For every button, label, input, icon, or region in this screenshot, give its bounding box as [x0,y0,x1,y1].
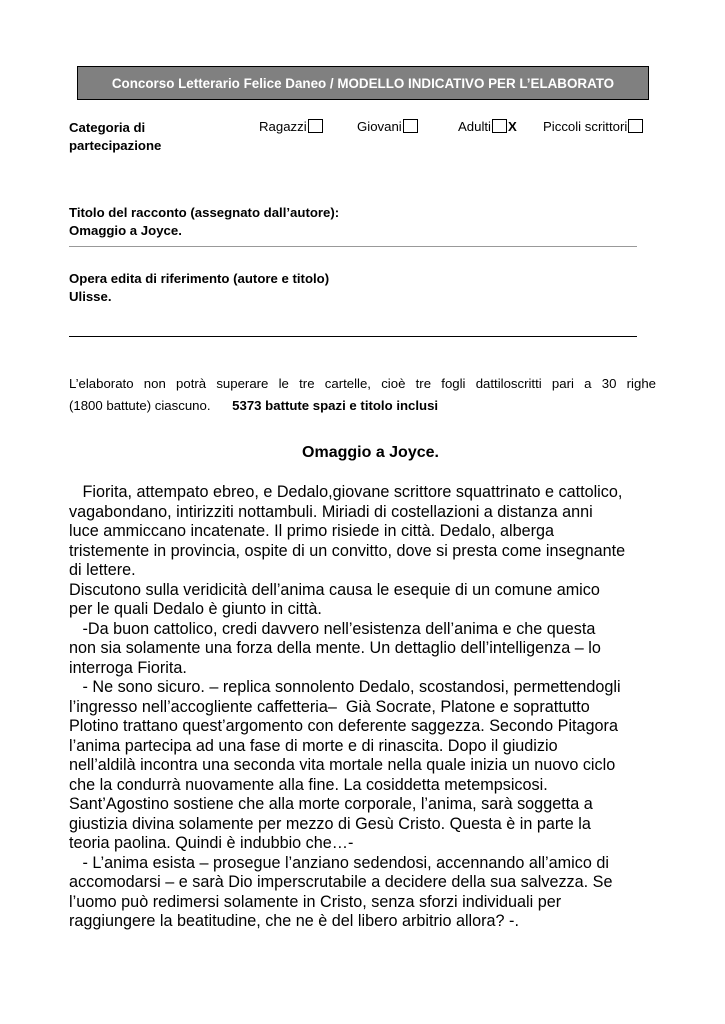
story-line: vagabondano, intirizziti nottambuli. Miriadi di costellazioni a distanza anni [69,502,593,521]
story-line: - Ne sono sicuro. – replica sonnolento Dedalo, scostandosi, permettendogli [69,678,621,696]
category-option-adulti[interactable] [458,119,517,134]
story-line: - L’anima esista – prosegue l’anziano sedendosi, accennando all’amico di [69,853,609,872]
story-line: Sant’Agostino sostiene che alla morte corporale, l’anima, sarà soggetta a [69,795,593,813]
story-line: accomodarsi – e sarà Dio imperscrutabile a decidere della sua salvezza. Se [69,873,613,891]
note-line-1: L’elaborato non potrà superare le tre cartelle, cioè tre fogli dattiloscritti pari a 30 righe [69,376,656,391]
story-line: giustizia divina solamente per mezzo di Gesù Cristo. Questa è in parte la [69,814,591,833]
story-line: nell’aldilà incontra una seconda vita mortale nella quale inizia un nuovo ciclo [69,756,616,774]
title-field-value: Omaggio a Joyce. [69,222,182,238]
note-text: (1800 battute) ciascuno. [69,398,211,413]
story-line: Discutono sulla veridicità dell’anima causa le esequie di un comune amico [69,580,600,599]
character-count: 5373 battute spazi e titolo inclusi [232,398,439,413]
story-line: interroga Fiorita. [69,658,187,677]
story-line: l’uomo può redimersi solamente in Cristo, senza sforzi individuali per [69,892,562,911]
option-label: Giovani [357,119,402,134]
story-line: non sia solamente una forza della mente. Un dettaglio dell’intelligenza – lo [69,639,601,657]
checkbox-piccoli-scrittori[interactable] [628,119,643,133]
option-label: Piccoli scrittori [543,119,628,134]
story-line: l’ingresso nell’accogliente caffetteria– Già Socrate, Platone e soprattutto [69,697,590,716]
checkbox-ragazzi[interactable] [308,119,323,133]
form-header-title: Concorso Letterario Felice Daneo / MODELLO INDICATIVO PER L’ELABORATO [111,75,615,91]
option-label: Ragazzi [259,119,307,134]
story-body [69,483,669,932]
story-line: Plotino trattano quest’argomento con deferente saggezza. Secondo Pitagora [69,717,618,735]
story-line: che la condurrà nuovamente alla fine. La cosiddetta metempsicosi. [69,775,548,794]
story-line: Fiorita, attempato ebreo, e Dedalo,giovane scrittore squattrinato e cattolico, [69,483,623,501]
selected-mark: X [508,119,517,134]
option-label: Adulti [458,119,491,134]
form-header [77,66,649,100]
story-line: luce ammiccano incatenate. Il primo risiede in città. Dedalo, alberga [69,522,554,540]
work-field-value: Ulisse. [69,288,112,304]
story-line: -Da buon cattolico, credi davvero nell’esistenza dell’anima e che questa [69,619,596,638]
checkbox-adulti[interactable] [492,119,507,133]
note-line-2 [69,398,438,414]
category-option-giovani[interactable] [357,119,418,134]
story-line: teoria paolina. Quindi è indubbio che…- [69,834,354,852]
story-line: di lettere. [69,561,136,579]
category-option-ragazzi[interactable] [259,119,323,134]
divider [69,336,637,337]
divider [69,246,637,247]
story-line: raggiungere la beatitudine, che ne è del libero arbitrio allora? -. [69,912,519,930]
work-field [69,270,329,305]
category-option-piccoli-scrittori[interactable] [543,119,643,134]
story-title: Omaggio a Joyce. [302,444,439,461]
title-field [69,204,339,239]
category-label: Categoria di partecipazione [69,120,162,153]
story-line: per le quali Dedalo è giunto in città. [69,600,322,618]
story-line: tristemente in provincia, ospite di un convitto, dove si presta come insegnante [69,541,626,560]
work-field-label: Opera edita di riferimento (autore e titolo) [69,271,330,286]
title-field-label: Titolo del racconto (assegnato dall’autore): [69,205,340,220]
story-line: l’anima partecipa ad una fase di morte e di rinascita. Dopo il giudizio [69,736,558,755]
checkbox-giovani[interactable] [403,119,418,133]
